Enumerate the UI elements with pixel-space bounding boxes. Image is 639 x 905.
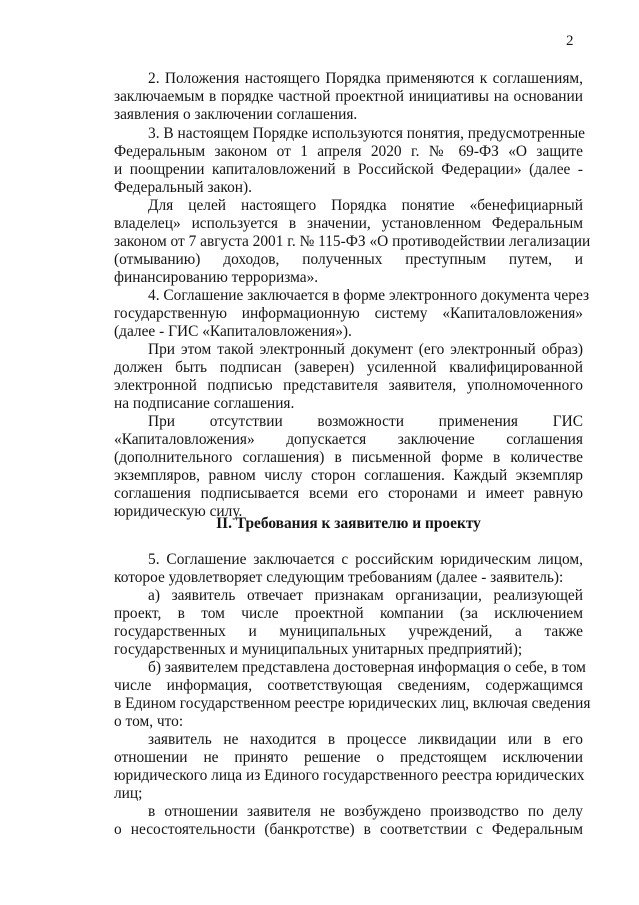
text-line: Для целей настоящего Порядка понятие «бенефициарный	[148, 197, 583, 214]
text-line: законом от 7 августа 2001 г. № 115-ФЗ «О противодействии легализации	[114, 233, 591, 250]
text-line: заявления о заключении соглашения.	[114, 106, 358, 123]
text-line: Федеральный закон).	[114, 179, 252, 196]
text-line: о том, что:	[114, 713, 184, 730]
text-line: лиц;	[114, 785, 143, 802]
text-line: заключаемым в порядке частной проектной инициативы на основании	[114, 88, 583, 105]
section-heading: II. Требования к заявителю и проекту	[216, 515, 481, 532]
text-line: государственных и муниципальных унитарных предприятий);	[114, 641, 523, 658]
text-line: отношении не принято решение о предстоящем исключении	[114, 749, 583, 766]
text-line: При отсутствии возможности применения ГИС	[148, 413, 583, 430]
text-line: а) заявитель отвечает признакам организации, реализующей	[148, 587, 583, 604]
text-line: государственных и муниципальных учреждений, а также	[114, 623, 583, 640]
page-number: 2	[566, 33, 574, 49]
text-line: Федеральным законом от 1 апреля 2020 г. № 69-ФЗ «О защите	[114, 143, 583, 160]
text-line: соглашения подписывается всеми его сторонами и имеет равную	[114, 485, 583, 502]
text-line: б) заявителем представлена достоверная информация о себе, в том	[148, 659, 586, 676]
text-line: государственную информационную систему «Капиталовложения»	[114, 305, 583, 322]
text-line: 4. Соглашение заключается в форме электронного документа через	[148, 287, 590, 304]
text-line: электронной подписью представителя заявителя, уполномоченного	[114, 377, 583, 394]
text-line: экземпляров, равном числу сторон соглашения. Каждый экземпляр	[114, 467, 583, 484]
text-line: владелец» используется в значении, установленном Федеральным	[114, 215, 583, 232]
text-line: в отношении заявителя не возбуждено производство по делу	[148, 803, 583, 820]
text-line: (отмыванию) доходов, полученных преступным путем, и	[114, 251, 583, 268]
text-line: которое удовлетворяет следующим требованиям (далее - заявитель):	[114, 569, 564, 586]
text-line: «Капиталовложения» допускается заключение соглашения	[114, 431, 583, 448]
text-line: 5. Соглашение заключается с российским юридическим лицом,	[148, 551, 583, 568]
text-line: проект, в том числе проектной компании (за исключением	[114, 605, 583, 622]
text-line: и поощрении капиталовложений в Российской Федерации» (далее -	[114, 161, 583, 178]
text-line: юридическую силу.	[114, 503, 243, 520]
text-line: финансированию терроризма».	[114, 269, 319, 286]
text-line: о несостоятельности (банкротстве) в соответствии с Федеральным	[114, 821, 583, 838]
text-line: числе информация, соответствующая сведениям, содержащимся	[114, 677, 583, 694]
text-line: заявитель не находится в процессе ликвидации или в его	[148, 731, 583, 748]
text-line: на подписание соглашения.	[114, 395, 295, 412]
text-line: (дополнительного соглашения) в письменной форме в количестве	[114, 449, 583, 466]
text-line: При этом такой электронный документ (его электронный образ)	[148, 341, 583, 358]
text-line: в Едином государственном реестре юридических лиц, включая сведения	[114, 695, 591, 712]
text-line: (далее - ГИС «Капиталовложения»).	[114, 323, 352, 340]
text-line: юридического лица из Единого государственного реестра юридических	[114, 767, 585, 784]
text-line: 3. В настоящем Порядке используются понятия, предусмотренные	[148, 125, 585, 142]
text-line: 2. Положения настоящего Порядка применяются к соглашениям,	[148, 70, 583, 87]
text-line: должен быть подписан (заверен) усиленной квалифицированной	[114, 359, 583, 376]
